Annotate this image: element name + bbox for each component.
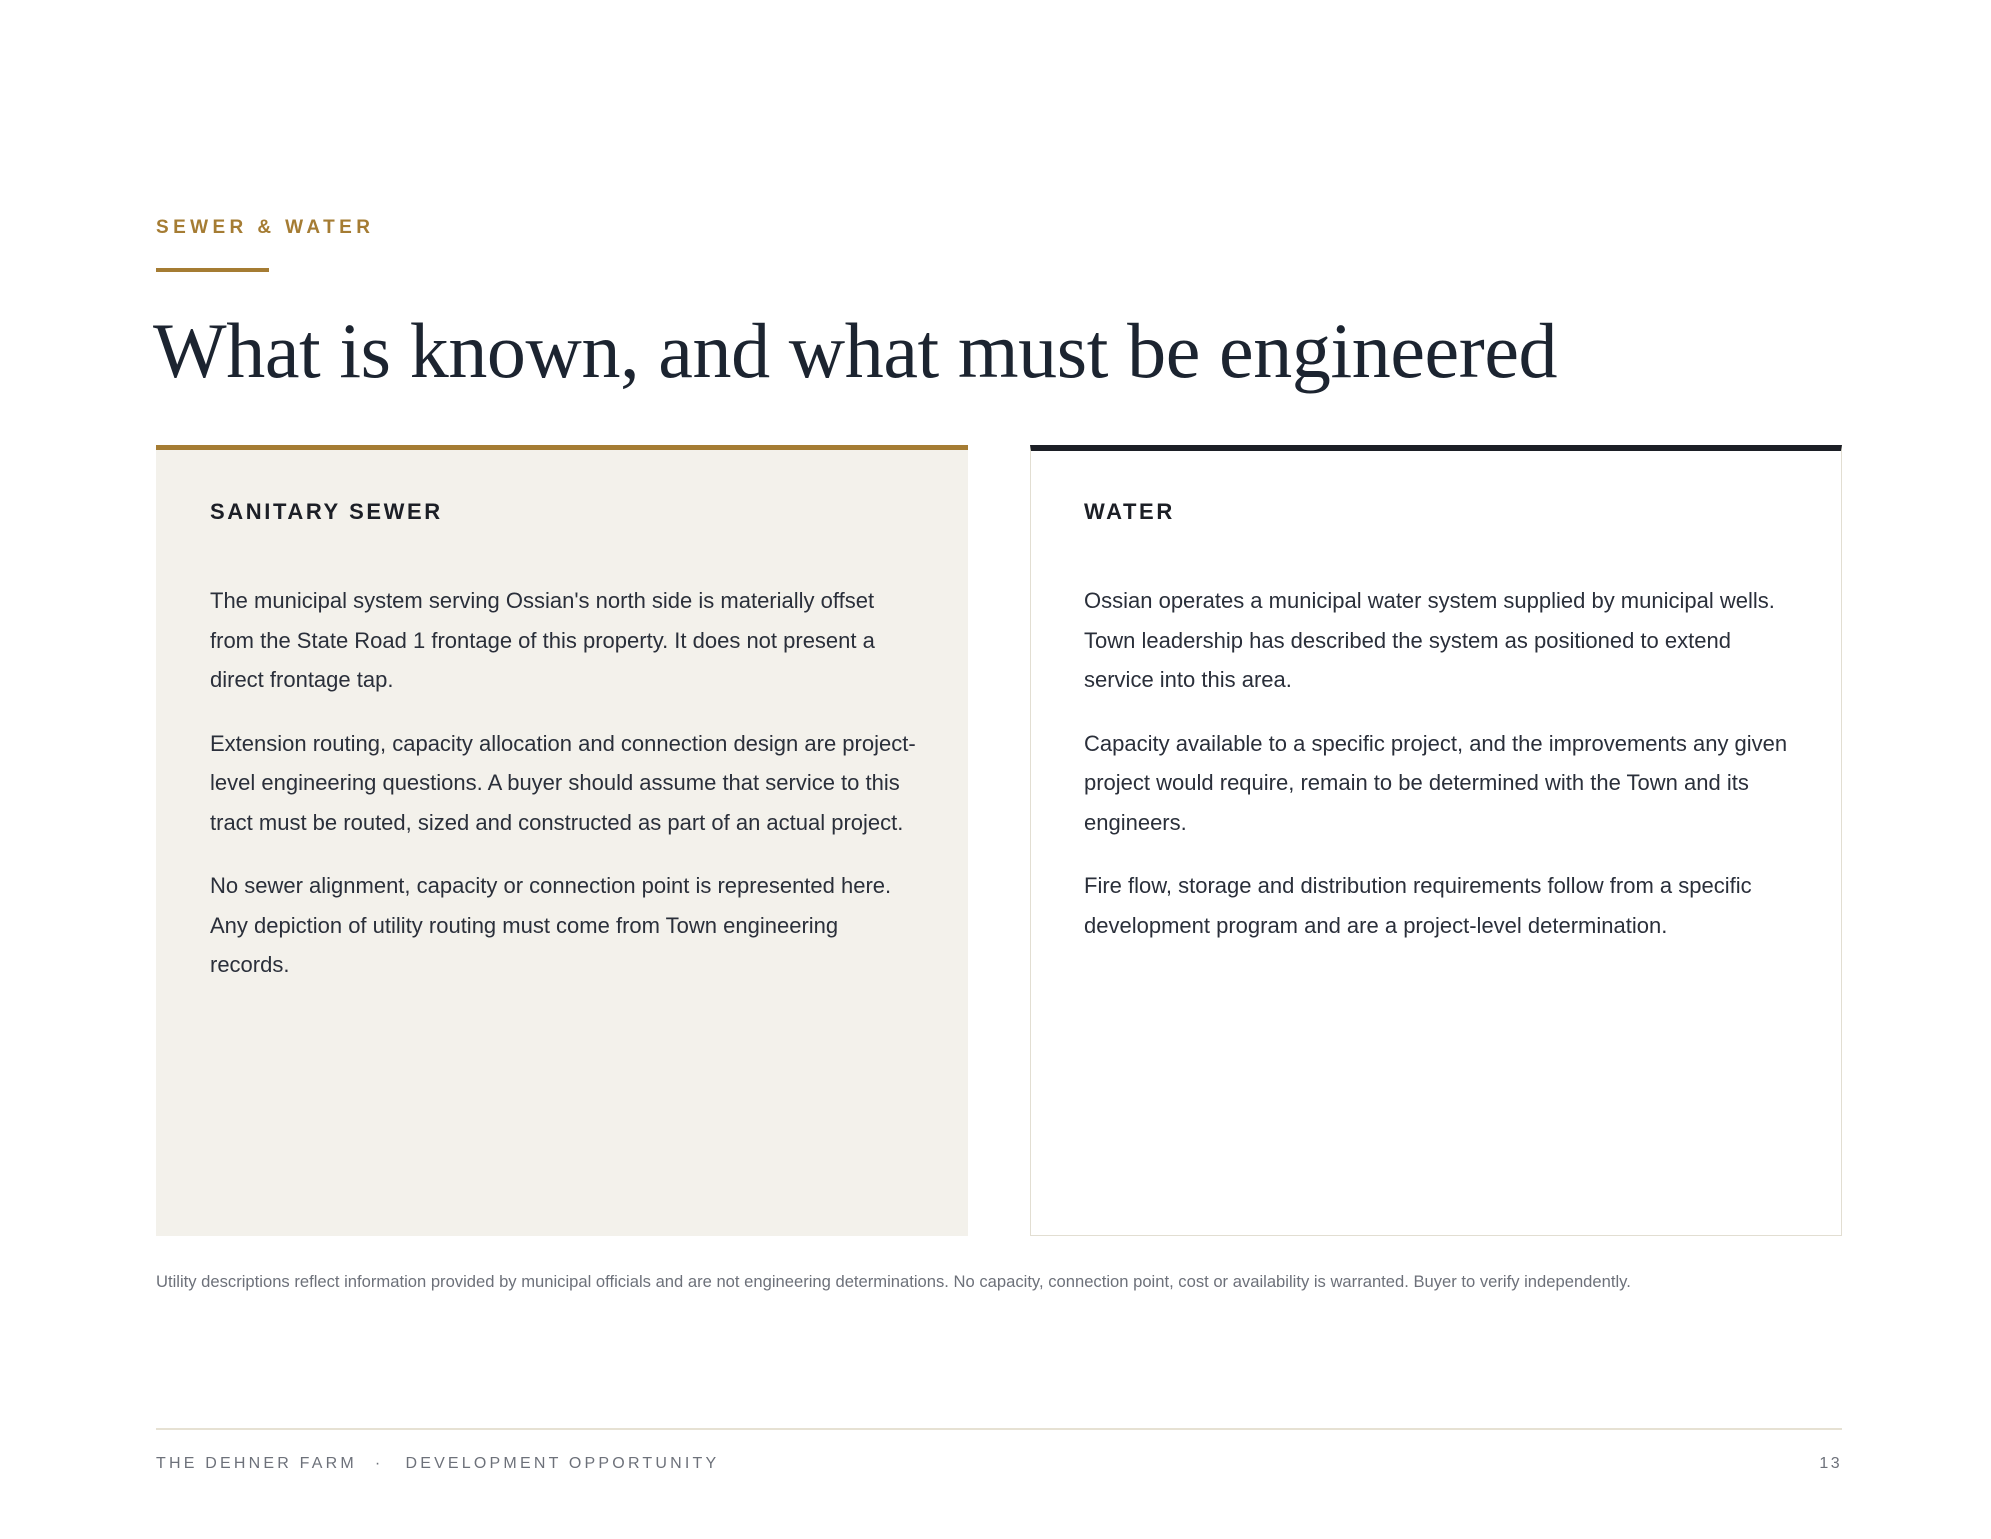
sewer-paragraph: Extension routing, capacity allocation and connection design are project-level engineering questions. A buyer should assume that service to this tract must be routed, sized and constructed as part of an actual project.: [210, 730, 916, 835]
page-title: What is known, and what must be engineered: [153, 307, 1558, 394]
water-body: [1084, 581, 1796, 969]
water-paragraph: Ossian operates a municipal water system supplied by municipal wells. Town leadership has described the system as positioned to extend service into this area.: [1084, 588, 1775, 692]
footer-divider: [156, 1428, 1842, 1430]
footer-property-name: THE DEHNER FARM: [156, 1455, 357, 1472]
document-page: [153, 0, 1842, 1539]
section-eyebrow: SEWER & WATER: [156, 217, 375, 238]
water-paragraph: Capacity available to a specific project, and the improvements any given project would require, remain to be determined with the Town and its engineers.: [1084, 730, 1788, 835]
sanitary-sewer-card: [156, 445, 968, 1236]
sewer-paragraph: No sewer alignment, capacity or connection point is represented here. Any depiction of utility routing must come from Town engineering records.: [210, 873, 892, 977]
water-card: [1030, 445, 1842, 1236]
utility-disclaimer: Utility descriptions reflect information provided by municipal officials and are not engineering determinations. No capacity, connection point, cost or availability is warranted. Buyer to verify independently.: [156, 1272, 1631, 1291]
sewer-paragraph: The municipal system serving Ossian's north side is materially offset from the State Road 1 frontage of this property. It does not present a direct frontage tap.: [210, 588, 875, 692]
footer-title: [156, 1455, 719, 1473]
eyebrow-accent-rule: [156, 268, 269, 272]
water-heading: WATER: [1084, 499, 1175, 524]
footer-separator: ·: [374, 1455, 384, 1472]
page-number: 13: [1819, 1455, 1842, 1472]
footer-subtitle: DEVELOPMENT OPPORTUNITY: [405, 1455, 720, 1472]
sanitary-sewer-body: [210, 581, 922, 1009]
sanitary-sewer-heading: SANITARY SEWER: [210, 499, 443, 524]
water-paragraph: Fire flow, storage and distribution requirements follow from a specific development program and are a project-level determination.: [1084, 873, 1752, 938]
